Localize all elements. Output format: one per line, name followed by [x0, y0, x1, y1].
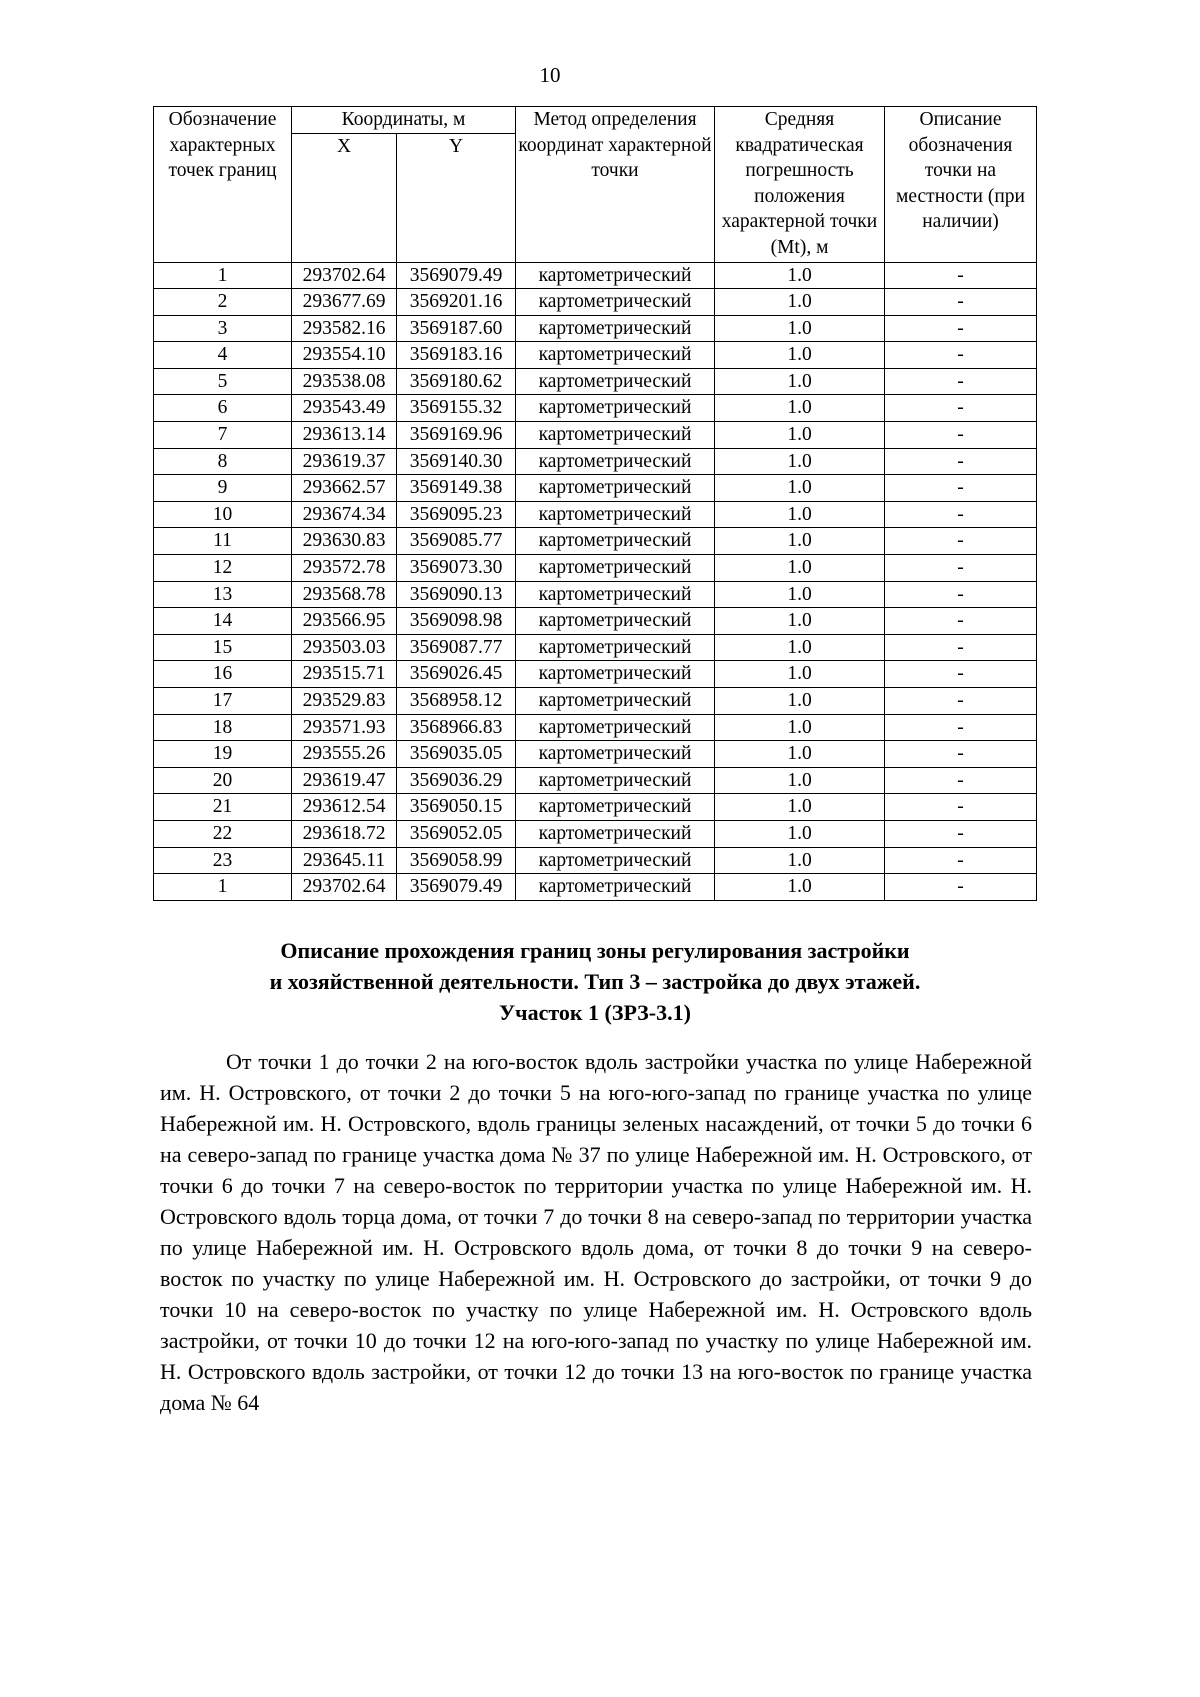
cell-description: -	[885, 767, 1037, 794]
cell-method: картометрический	[516, 714, 715, 741]
cell-mt: 1.0	[715, 741, 885, 768]
cell-method: картометрический	[516, 501, 715, 528]
cell-y: 3569035.05	[397, 741, 516, 768]
cell-y: 3569036.29	[397, 767, 516, 794]
cell-method: картометрический	[516, 688, 715, 715]
cell-method: картометрический	[516, 767, 715, 794]
cell-x: 293515.71	[292, 661, 397, 688]
coordinates-table	[153, 106, 1037, 901]
cell-description: -	[885, 262, 1037, 289]
cell-description: -	[885, 555, 1037, 582]
cell-point: 9	[154, 475, 292, 502]
cell-y: 3569079.49	[397, 262, 516, 289]
header-description: Описание обозначения точки на местности (при наличии)	[885, 107, 1037, 263]
cell-y: 3569169.96	[397, 422, 516, 449]
cell-mt: 1.0	[715, 608, 885, 635]
cell-y: 3568966.83	[397, 714, 516, 741]
table-row	[154, 794, 1037, 821]
table-row	[154, 395, 1037, 422]
cell-mt: 1.0	[715, 422, 885, 449]
cell-x: 293555.26	[292, 741, 397, 768]
cell-x: 293662.57	[292, 475, 397, 502]
cell-description: -	[885, 634, 1037, 661]
table-row	[154, 741, 1037, 768]
cell-mt: 1.0	[715, 262, 885, 289]
cell-point: 1	[154, 262, 292, 289]
cell-description: -	[885, 422, 1037, 449]
table-row	[154, 289, 1037, 316]
cell-x: 293618.72	[292, 820, 397, 847]
cell-x: 293554.10	[292, 342, 397, 369]
cell-point: 1	[154, 874, 292, 901]
cell-point: 5	[154, 368, 292, 395]
section-heading	[150, 935, 1040, 1028]
table-row	[154, 448, 1037, 475]
cell-y: 3569087.77	[397, 634, 516, 661]
cell-mt: 1.0	[715, 688, 885, 715]
cell-mt: 1.0	[715, 714, 885, 741]
cell-x: 293612.54	[292, 794, 397, 821]
cell-mt: 1.0	[715, 368, 885, 395]
page-number: 10	[539, 63, 561, 87]
cell-y: 3568958.12	[397, 688, 516, 715]
cell-method: картометрический	[516, 448, 715, 475]
cell-mt: 1.0	[715, 448, 885, 475]
cell-y: 3569149.38	[397, 475, 516, 502]
cell-x: 293613.14	[292, 422, 397, 449]
table-row	[154, 767, 1037, 794]
cell-x: 293619.47	[292, 767, 397, 794]
cell-method: картометрический	[516, 874, 715, 901]
cell-y: 3569095.23	[397, 501, 516, 528]
cell-method: картометрический	[516, 581, 715, 608]
cell-x: 293572.78	[292, 555, 397, 582]
cell-method: картометрический	[516, 741, 715, 768]
cell-y: 3569155.32	[397, 395, 516, 422]
cell-description: -	[885, 794, 1037, 821]
cell-point: 22	[154, 820, 292, 847]
cell-x: 293645.11	[292, 847, 397, 874]
cell-description: -	[885, 714, 1037, 741]
cell-point: 23	[154, 847, 292, 874]
cell-x: 293674.34	[292, 501, 397, 528]
table-row	[154, 342, 1037, 369]
cell-x: 293543.49	[292, 395, 397, 422]
cell-description: -	[885, 475, 1037, 502]
cell-x: 293619.37	[292, 448, 397, 475]
cell-x: 293582.16	[292, 315, 397, 342]
cell-point: 17	[154, 688, 292, 715]
header-coordinates: Координаты, м	[292, 107, 516, 134]
cell-point: 19	[154, 741, 292, 768]
cell-mt: 1.0	[715, 501, 885, 528]
cell-mt: 1.0	[715, 874, 885, 901]
cell-description: -	[885, 342, 1037, 369]
cell-description: -	[885, 661, 1037, 688]
cell-method: картометрический	[516, 262, 715, 289]
cell-y: 3569050.15	[397, 794, 516, 821]
table-row	[154, 501, 1037, 528]
heading-line-1: Описание прохождения границ зоны регулирования застройки	[280, 938, 910, 963]
table-row	[154, 688, 1037, 715]
header-designation: Обозначение характерных точек границ	[154, 107, 292, 263]
cell-point: 11	[154, 528, 292, 555]
cell-mt: 1.0	[715, 794, 885, 821]
cell-mt: 1.0	[715, 475, 885, 502]
cell-point: 4	[154, 342, 292, 369]
cell-description: -	[885, 874, 1037, 901]
table-row	[154, 555, 1037, 582]
cell-x: 293568.78	[292, 581, 397, 608]
table-row	[154, 820, 1037, 847]
table-row	[154, 422, 1037, 449]
table-row	[154, 262, 1037, 289]
cell-y: 3569052.05	[397, 820, 516, 847]
table-row	[154, 608, 1037, 635]
table-row	[154, 714, 1037, 741]
cell-method: картометрический	[516, 289, 715, 316]
cell-point: 15	[154, 634, 292, 661]
cell-y: 3569079.49	[397, 874, 516, 901]
table-row	[154, 661, 1037, 688]
cell-x: 293702.64	[292, 874, 397, 901]
cell-description: -	[885, 501, 1037, 528]
cell-method: картометрический	[516, 847, 715, 874]
cell-method: картометрический	[516, 422, 715, 449]
cell-x: 293571.93	[292, 714, 397, 741]
cell-method: картометрический	[516, 528, 715, 555]
cell-mt: 1.0	[715, 581, 885, 608]
cell-mt: 1.0	[715, 315, 885, 342]
boundary-description-paragraph: От точки 1 до точки 2 на юго-восток вдоль застройки участка по улице Набережной им. Н. Островского, от точки 2 до точки 5 на юго-юго-запад по границе участка по улице Набережной им. Н. Островского, вдоль границы зеленых насаждений, от точки 5 до точки 6 на северо-запад по границе участка дома № 37 по улице Набережной им. Н. Островского, от точки 6 до точки 7 на северо-восток по территории участка по улице Набережной им. Н. Островского вдоль торца дома, от точки 7 до точки 8 на северо-запад по территории участка по улице Набережной им. Н. Островского вдоль дома, от точки 8 до точки 9 на северо-восток по участку по улице Набережной им. Н. Островского до застройки, от точки 9 до точки 10 на северо-восток по участку по улице Набережной им. Н. Островского вдоль застройки, от точки 10 до точки 12 на юго-юго-запад по участку по улице Набережной им. Н. Островского вдоль застройки, от точки 12 до точки 13 на юго-восток по границе участка дома № 64	[160, 1049, 1032, 1415]
table-body	[154, 262, 1037, 900]
cell-method: картометрический	[516, 342, 715, 369]
cell-description: -	[885, 741, 1037, 768]
table-row	[154, 874, 1037, 901]
heading-line-3: Участок 1 (ЗРЗ-3.1)	[499, 1000, 691, 1025]
cell-y: 3569073.30	[397, 555, 516, 582]
cell-x: 293702.64	[292, 262, 397, 289]
header-accuracy: Средняя квадратическая погрешность положения характерной точки (Mt), м	[715, 107, 885, 263]
table-row	[154, 634, 1037, 661]
cell-description: -	[885, 289, 1037, 316]
heading-line-2: и хозяйственной деятельности. Тип 3 – застройка до двух этажей.	[269, 969, 921, 994]
table-row	[154, 475, 1037, 502]
cell-mt: 1.0	[715, 767, 885, 794]
cell-mt: 1.0	[715, 555, 885, 582]
cell-mt: 1.0	[715, 820, 885, 847]
cell-y: 3569085.77	[397, 528, 516, 555]
cell-point: 3	[154, 315, 292, 342]
header-x: X	[292, 133, 397, 262]
cell-y: 3569058.99	[397, 847, 516, 874]
cell-method: картометрический	[516, 555, 715, 582]
cell-description: -	[885, 688, 1037, 715]
cell-y: 3569098.98	[397, 608, 516, 635]
cell-description: -	[885, 395, 1037, 422]
cell-description: -	[885, 847, 1037, 874]
cell-mt: 1.0	[715, 847, 885, 874]
cell-x: 293503.03	[292, 634, 397, 661]
cell-y: 3569090.13	[397, 581, 516, 608]
cell-description: -	[885, 581, 1037, 608]
cell-description: -	[885, 315, 1037, 342]
cell-method: картометрический	[516, 820, 715, 847]
cell-point: 7	[154, 422, 292, 449]
cell-mt: 1.0	[715, 528, 885, 555]
cell-point: 16	[154, 661, 292, 688]
cell-description: -	[885, 528, 1037, 555]
cell-description: -	[885, 368, 1037, 395]
cell-method: картометрический	[516, 315, 715, 342]
cell-mt: 1.0	[715, 395, 885, 422]
cell-point: 2	[154, 289, 292, 316]
cell-x: 293529.83	[292, 688, 397, 715]
cell-description: -	[885, 448, 1037, 475]
cell-x: 293566.95	[292, 608, 397, 635]
cell-description: -	[885, 608, 1037, 635]
table-row	[154, 315, 1037, 342]
cell-point: 21	[154, 794, 292, 821]
cell-y: 3569026.45	[397, 661, 516, 688]
cell-point: 10	[154, 501, 292, 528]
cell-method: картометрический	[516, 368, 715, 395]
table-row	[154, 528, 1037, 555]
cell-point: 13	[154, 581, 292, 608]
cell-point: 6	[154, 395, 292, 422]
cell-mt: 1.0	[715, 634, 885, 661]
cell-x: 293538.08	[292, 368, 397, 395]
cell-y: 3569187.60	[397, 315, 516, 342]
cell-x: 293677.69	[292, 289, 397, 316]
cell-mt: 1.0	[715, 342, 885, 369]
cell-method: картометрический	[516, 395, 715, 422]
cell-y: 3569201.16	[397, 289, 516, 316]
cell-point: 18	[154, 714, 292, 741]
cell-method: картометрический	[516, 475, 715, 502]
header-method: Метод определения координат характерной точки	[516, 107, 715, 263]
cell-y: 3569183.16	[397, 342, 516, 369]
cell-method: картометрический	[516, 634, 715, 661]
cell-y: 3569140.30	[397, 448, 516, 475]
cell-method: картометрический	[516, 794, 715, 821]
cell-method: картометрический	[516, 661, 715, 688]
cell-point: 8	[154, 448, 292, 475]
cell-mt: 1.0	[715, 661, 885, 688]
table-row	[154, 581, 1037, 608]
header-y: Y	[397, 133, 516, 262]
cell-description: -	[885, 820, 1037, 847]
cell-point: 12	[154, 555, 292, 582]
cell-method: картометрический	[516, 608, 715, 635]
cell-point: 14	[154, 608, 292, 635]
cell-mt: 1.0	[715, 289, 885, 316]
table-row	[154, 368, 1037, 395]
cell-point: 20	[154, 767, 292, 794]
cell-x: 293630.83	[292, 528, 397, 555]
cell-y: 3569180.62	[397, 368, 516, 395]
table-row	[154, 847, 1037, 874]
